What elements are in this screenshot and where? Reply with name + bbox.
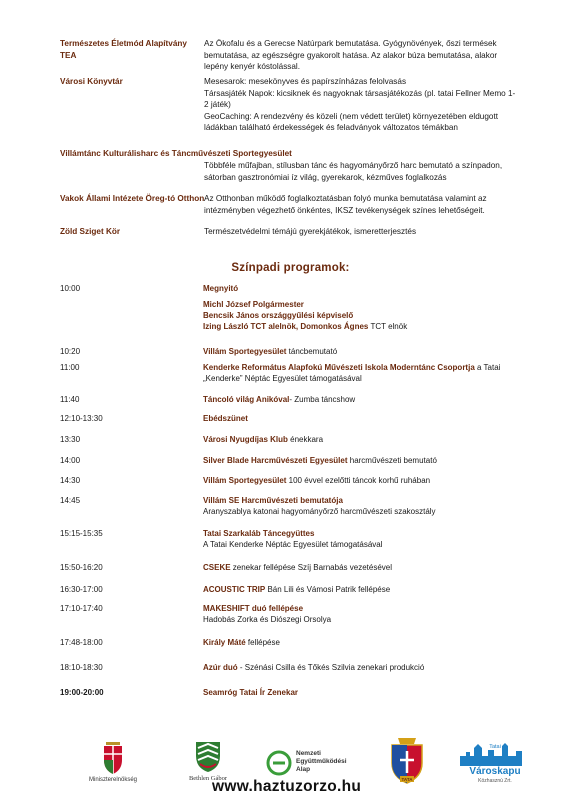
program-line [203,528,538,539]
organization-description [204,160,534,183]
hungarian-coat-of-arms-icon [78,740,148,780]
schedule-time: 16:30-17:00 [60,585,103,594]
schedule-time: 11:40 [60,395,80,404]
program-line [203,687,538,698]
program-detail: Hadobás Zorka és Diószegi Orsolya [203,615,332,625]
description-line: Az Otthonban működő foglalkoztatásban folyó munka bemutatása valamint az [204,194,487,203]
program-detail: A Tatai Kenderke Néptác Egyesület támogatásával [203,540,383,550]
program-performer: Ebédszünet [203,414,248,423]
program-detail: harcművészeti bemutató [347,456,437,465]
program-detail: a Tatai [474,363,501,372]
organization-description [204,76,534,134]
program-line [203,346,538,357]
schedule-time: 17:48-18:00 [60,638,103,647]
program-line [203,362,538,373]
description-line: 2 játék) [204,100,231,109]
schedule-time: 17:10-17:40 [60,604,103,613]
schedule-program [203,455,538,466]
program-performer: Tatai Szarkaláb Táncegyüttes [203,529,315,538]
description-line: Természetvédelmi témájú gyerekjátékok, ismeretterjesztés [204,227,417,236]
website-watermark[interactable]: www.haztuzorzo.hu [212,778,362,795]
organization-name: Zöld Sziget Kör [60,227,121,236]
program-performer: Azúr duó [203,663,238,672]
varoskapu-skyline-icon [454,738,536,768]
program-detail: - Zumba táncshow [289,395,356,404]
program-performer: Villám SE Harcművészeti bemutatója [203,496,343,505]
program-performer: Silver Blade Harcművészeti Egyesület [203,456,348,465]
description-line: sátorban gasztronómiai íz világ, gyerekarok, kézműves foglalkozás [204,172,447,182]
varoskapu-top-text: Tatai [489,744,501,750]
schedule-time: 10:00 [60,284,81,293]
schedule-time: 18:10-18:30 [60,663,103,672]
description-line: GeoCaching: A rendezvény és közeli (nem védett terület) környezetében eldugott [204,111,499,121]
schedule-time: 14:00 [60,456,81,465]
program-performer: Megnyitó [203,284,239,293]
program-detail: fellépése [245,638,280,647]
varoskapu-sub-label: Közhasznú Zrt. [478,778,512,784]
program-detail: énekkara [287,435,324,444]
program-performer: ACOUSTIC TRIP [203,585,266,594]
program-detail: táncbemutató [286,347,338,356]
program-detail: Aranyszablya katonai hagyományőrző harcművészeti szakosztály [203,507,436,517]
schedule-program [203,584,538,595]
program-performer: Városi Nyugdíjas Klub [203,435,288,444]
program-line [203,321,538,332]
schedule-program [203,637,538,648]
nea-label-line1: Nemzeti [296,750,321,757]
nea-circle-icon [266,750,292,776]
schedule-time: 15:50-16:20 [60,563,103,572]
program-line [203,310,538,321]
schedule-program [203,662,538,673]
schedule-program [203,362,538,384]
program-detail: TCT elnök [368,322,408,332]
program-performer: Táncoló világ Anikóval [203,395,290,404]
program-performer: Seamróg Tatai Ír Zenekar [203,688,298,697]
program-performer: CSEKE [203,563,231,572]
organization-description [204,226,534,238]
description-line: Az Ökofalu és a Gerecse Natúrpark bemutatása. Gyógynövények, őszi termések [204,39,497,48]
schedule-program [203,562,538,573]
description-line: Társasjáték Napok: kicsiknek és nagyoknak társasjátékozás (pl. tatai Fellner Memo 1- [204,88,516,98]
tata-coat-of-arms-icon [386,736,428,786]
organization-name: Villámtánc Kulturálisharc és Táncművészeti Sportegyesület [60,149,292,158]
description-line: Mesesarok: mesekönyves és papírszínházas felolvasás [204,77,407,86]
program-line [203,299,538,310]
program-line [203,394,538,405]
description-line: ládákban található érdekességek és feladványok változatos témákban [204,123,458,132]
program-performer: Villám Sportegyesület [203,476,287,485]
stage-programs-title: Színpadi programok: [231,262,350,274]
schedule-time: 10:20 [60,347,81,356]
program-performer: Villám Sportegyesület [203,347,287,356]
schedule-program [203,475,538,486]
schedule-time: 13:30 [60,435,81,444]
schedule-program [203,394,538,405]
schedule-program [203,603,538,625]
description-line: intézményben végezhető önkéntes, IKSZ tevékenységek színes lehetőségeit. [204,205,485,215]
schedule-time: 14:30 [60,476,81,485]
schedule-program [203,495,538,517]
program-line [203,373,538,384]
schedule-time: 11:00 [60,363,80,372]
program-line [203,434,538,445]
nea-logo [266,748,346,782]
program-line [203,562,538,573]
program-line [203,603,538,614]
program-detail: 100 évvel ezelőtti táncok korhű ruhában [286,476,431,485]
schedule-time: 19:00-20:00 [60,688,104,697]
tata-coat-of-arms-logo [386,736,428,786]
schedule-time: 12:10-13:30 [60,414,103,423]
bethlen-gabor-logo [170,738,246,782]
program-line [203,283,538,294]
varoskapu-logo [454,738,536,782]
program-line [203,584,538,595]
program-line [203,539,538,550]
program-detail: - Szénási Csilla és Tőkés Szilvia zenekari produkció [237,663,425,672]
schedule-time: 14:45 [60,496,81,505]
miniszterelnokseg-label: Miniszterelnökség [88,777,138,783]
program-detail: „Kenderke” Néptác Egyesület támogatásával [203,374,362,384]
schedule-program [203,413,538,424]
program-line [203,614,538,625]
organization-name: Városi Könyvtár [60,77,123,86]
organization-description [204,193,534,216]
organization-description [204,38,534,73]
schedule-time: 15:15-15:35 [60,529,103,538]
description-line: bemutatása, az egészségre gyakorolt hatása. Az alakor búza bemutatása, alakor [204,50,498,60]
organization-name: Vakok Állami Intézete Öreg-tó Otthon [60,194,205,203]
schedule-program [203,346,538,357]
schedule-program [203,528,538,550]
nea-label-line2: Együttműködési [296,758,347,765]
varoskapu-label: Városkapu [469,766,521,777]
nea-label [296,750,347,774]
bethlen-gabor-emblem-icon [170,738,246,774]
nea-label-line3: Alap [296,766,311,773]
program-performer: Izing László TCT alelnök, Domonkos Ágnes [203,322,369,332]
schedule-program [203,283,538,294]
program-line [203,637,538,648]
program-performer: Michl József Polgármester [203,300,304,309]
program-line [203,662,538,673]
program-performer: Kenderke Református Alapfokú Művészeti Iskola Moderntánc Csoportja [203,363,475,372]
description-line: lepény kenyér kóstolással. [204,62,301,71]
program-performer: Király Máté [203,638,246,647]
program-performer: Bencsik János országgyűlési képviselő [203,311,354,321]
program-line [203,413,538,424]
program-performer: MAKESHIFT duó fellépése [203,604,304,613]
organization-name: Természetes Életmód Alapítvány TEA [60,39,187,60]
program-line [203,506,538,517]
schedule-program [203,434,538,445]
bethlen-gabor-label: Bethlen Gábor [188,775,228,782]
miniszterelnokseg-logo [78,740,148,783]
program-detail: zenekar fellépése Szíj Barnabás vezetésével [230,563,392,572]
program-line [203,475,538,486]
program-line [203,495,538,506]
tata-ribbon-text: TATA [401,777,413,782]
schedule-program [203,687,538,698]
description-line: Többféle műfajban, stílusban tánc és hagyományőrző harc bemutató a színpadon, [204,161,503,170]
program-detail: Bán Lili és Vámosi Patrik fellépése [265,585,391,594]
program-line [203,455,538,466]
schedule-program [203,299,538,333]
